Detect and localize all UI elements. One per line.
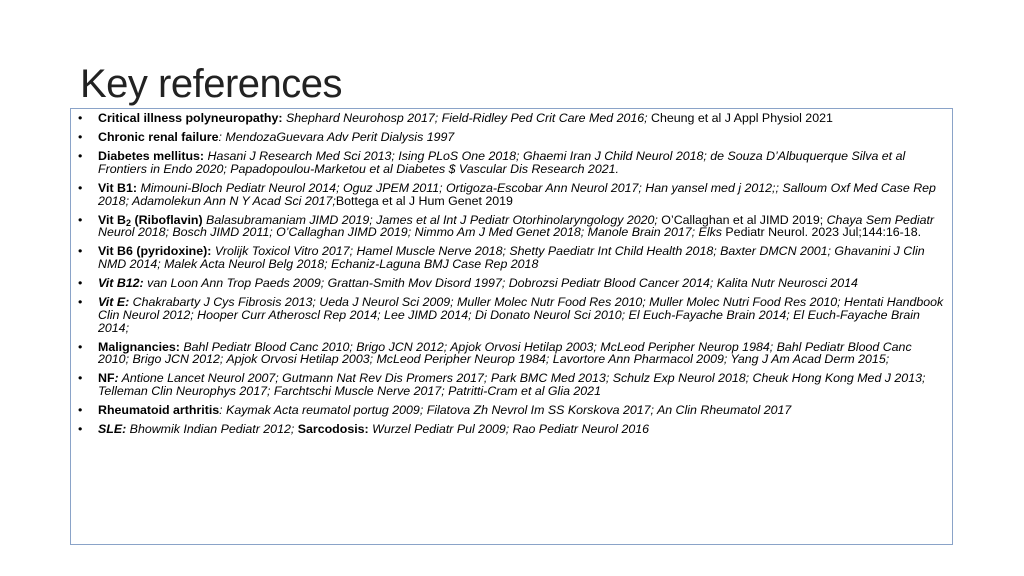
- bullet-icon: •: [78, 295, 83, 310]
- bullet-icon: •: [78, 371, 83, 386]
- reference-item: [76, 131, 946, 144]
- reference-item: [76, 404, 946, 417]
- bullet-icon: •: [78, 129, 83, 144]
- reference-text: SLE:: [98, 422, 127, 437]
- reference-text: Bottega et al J Hum Genet 2019: [335, 193, 513, 208]
- reference-text: (Riboflavin): [131, 212, 203, 227]
- reference-text: Cheung et al J Appl Physiol 2021: [647, 111, 833, 125]
- reference-text: Chronic renal failure: [98, 129, 219, 144]
- reference-text: Shephard Neurohosp 2017; Field-Ridley Ped Crit Care Med 2016;: [282, 111, 648, 125]
- bullet-icon: •: [78, 180, 83, 195]
- reference-text: Balasubramaniam JIMD 2019; James et al Int J Pediatr Otorhinolaryngology 2020;: [202, 212, 658, 227]
- reference-item: [76, 150, 946, 176]
- reference-item: [76, 182, 946, 208]
- reference-text: Rheumatoid arthritis: [98, 403, 220, 418]
- reference-text: Hasani J Research Med Sci 2013; Ising PLoS One 2018; Ghaemi Iran J Child Neurol 2018; de Souza D’Albuquerque Silva et al Frontiers in Endo 2020; Papadopoulou-Marketou et al Diabetes $ Vascular Dis Research 2021.: [98, 148, 906, 176]
- reference-item: [76, 214, 946, 240]
- bullet-icon: •: [78, 244, 83, 259]
- reference-text: Antione Lancet Neurol 2007; Gutmann Nat Rev Dis Promers 2017; Park BMC Med 2013; Schulz Exp Neurol 2018; Cheuk Hong Kong Med J 2013; Telleman Clin Neurophys 2017; Farchtschi Muscle Nerve 2017; Patritti-Cram et al Glia 2021: [98, 371, 926, 399]
- reference-text: Sarcodosis:: [297, 422, 369, 437]
- bullet-icon: •: [78, 339, 83, 354]
- reference-item: [76, 277, 946, 290]
- reference-text: :: [114, 371, 119, 386]
- reference-text: Wurzel Pediatr Pul 2009; Rao Pediatr Neurol 2016: [368, 422, 650, 437]
- reference-text: NF: [98, 371, 115, 386]
- reference-text: Mimouni-Bloch Pediatr Neurol 2014; Oguz JPEM 2011; Ortigoza-Escobar Ann Neurol 2017; Han yansel med j 2012;; Salloum Oxf Med Case Rep 2018; Adamolekun Ann N Y Acad Sci 2017;: [98, 180, 936, 208]
- references-list: [76, 112, 946, 442]
- bullet-icon: •: [78, 148, 83, 163]
- slide-title: Key references: [80, 62, 343, 106]
- reference-text: Vrolijk Toxicol Vitro 2017; Hamel Muscle Nerve 2018; Shetty Paediatr Int Child Health 2018; Baxter DMCN 2001; Ghavanini J Clin NMD 2014; Malek Acta Neurol Belg 2018; Echaniz-Laguna BMJ Case Rep 2018: [98, 244, 925, 272]
- reference-text: : MendozaGuevara Adv Perit Dialysis 1997: [218, 129, 455, 144]
- bullet-icon: •: [78, 212, 83, 227]
- reference-item: [76, 372, 946, 398]
- bullet-icon: •: [78, 422, 83, 437]
- reference-text: Malignancies:: [98, 339, 180, 354]
- reference-text: O’Callaghan et al JIMD 2019;: [657, 212, 827, 227]
- references-box: [70, 108, 953, 545]
- bullet-icon: •: [78, 276, 83, 291]
- reference-text: Bhowmik Indian Pediatr 2012;: [126, 422, 298, 437]
- reference-item: [76, 245, 946, 271]
- bullet-icon: •: [78, 403, 83, 418]
- reference-text: Vit B6 (pyridoxine):: [98, 244, 212, 259]
- reference-text: Vit B: [98, 212, 126, 227]
- reference-text: : Kaymak Acta reumatol portug 2009; Filatova Zh Nevrol Im SS Korskova 2017; An Clin Rheumatol 2017: [219, 403, 792, 418]
- reference-item: [76, 341, 946, 367]
- reference-item: [76, 423, 946, 436]
- reference-text: Critical illness polyneuropathy:: [98, 111, 283, 125]
- reference-text: Diabetes mellitus:: [98, 148, 205, 163]
- reference-text: van Loon Ann Trop Paeds 2009; Grattan-Smith Mov Disord 1997; Dobrozsi Pediatr Blood Cancer 2014; Kalita Nutr Neurosci 2014: [143, 276, 858, 291]
- reference-item: [76, 112, 946, 125]
- reference-text: Pediatr Neurol. 2023 Jul;144:16-18.: [721, 225, 922, 240]
- bullet-icon: •: [78, 111, 83, 125]
- reference-text: 2: [126, 217, 132, 228]
- reference-text: Chaya Sem Pediatr Neurol 2018; Bosch JIMD 2011; O’Callaghan JIMD 2019; Nimmo Am J Med Genet 2018; Manole Brain 2017; Elks: [98, 212, 935, 240]
- reference-item: [76, 296, 946, 334]
- reference-text: Chakrabarty J Cys Fibrosis 2013; Ueda J Neurol Sci 2009; Muller Molec Nutr Food Res 2010; Muller Molec Nutri Food Res 2010; Hentati Handbook Clin Neurol 2012; Hooper Curr Atheroscl Rep 2014; Lee JIMD 2014; Di Donato Neurol Sci 2010; El Euch-Fayache Brain 2014; El Euch-Fayache Brain 2014;: [98, 295, 944, 335]
- reference-text: Bahl Pediatr Blood Canc 2010; Brigo JCN 2012; Apjok Orvosi Hetilap 2003; McLeod Peripher Neurop 1984; Bahl Pediatr Blood Canc 2010; Brigo JCN 2012; Apjok Orvosi Hetilap 2003; McLeod Peripher Neurop 1984; Lavortore Ann Pharmacol 2009; Yang J Am Acad Derm 2015;: [98, 339, 912, 367]
- reference-text: Vit B12:: [98, 276, 144, 291]
- reference-text: Vit B1:: [98, 180, 138, 195]
- reference-text: Vit E:: [98, 295, 130, 310]
